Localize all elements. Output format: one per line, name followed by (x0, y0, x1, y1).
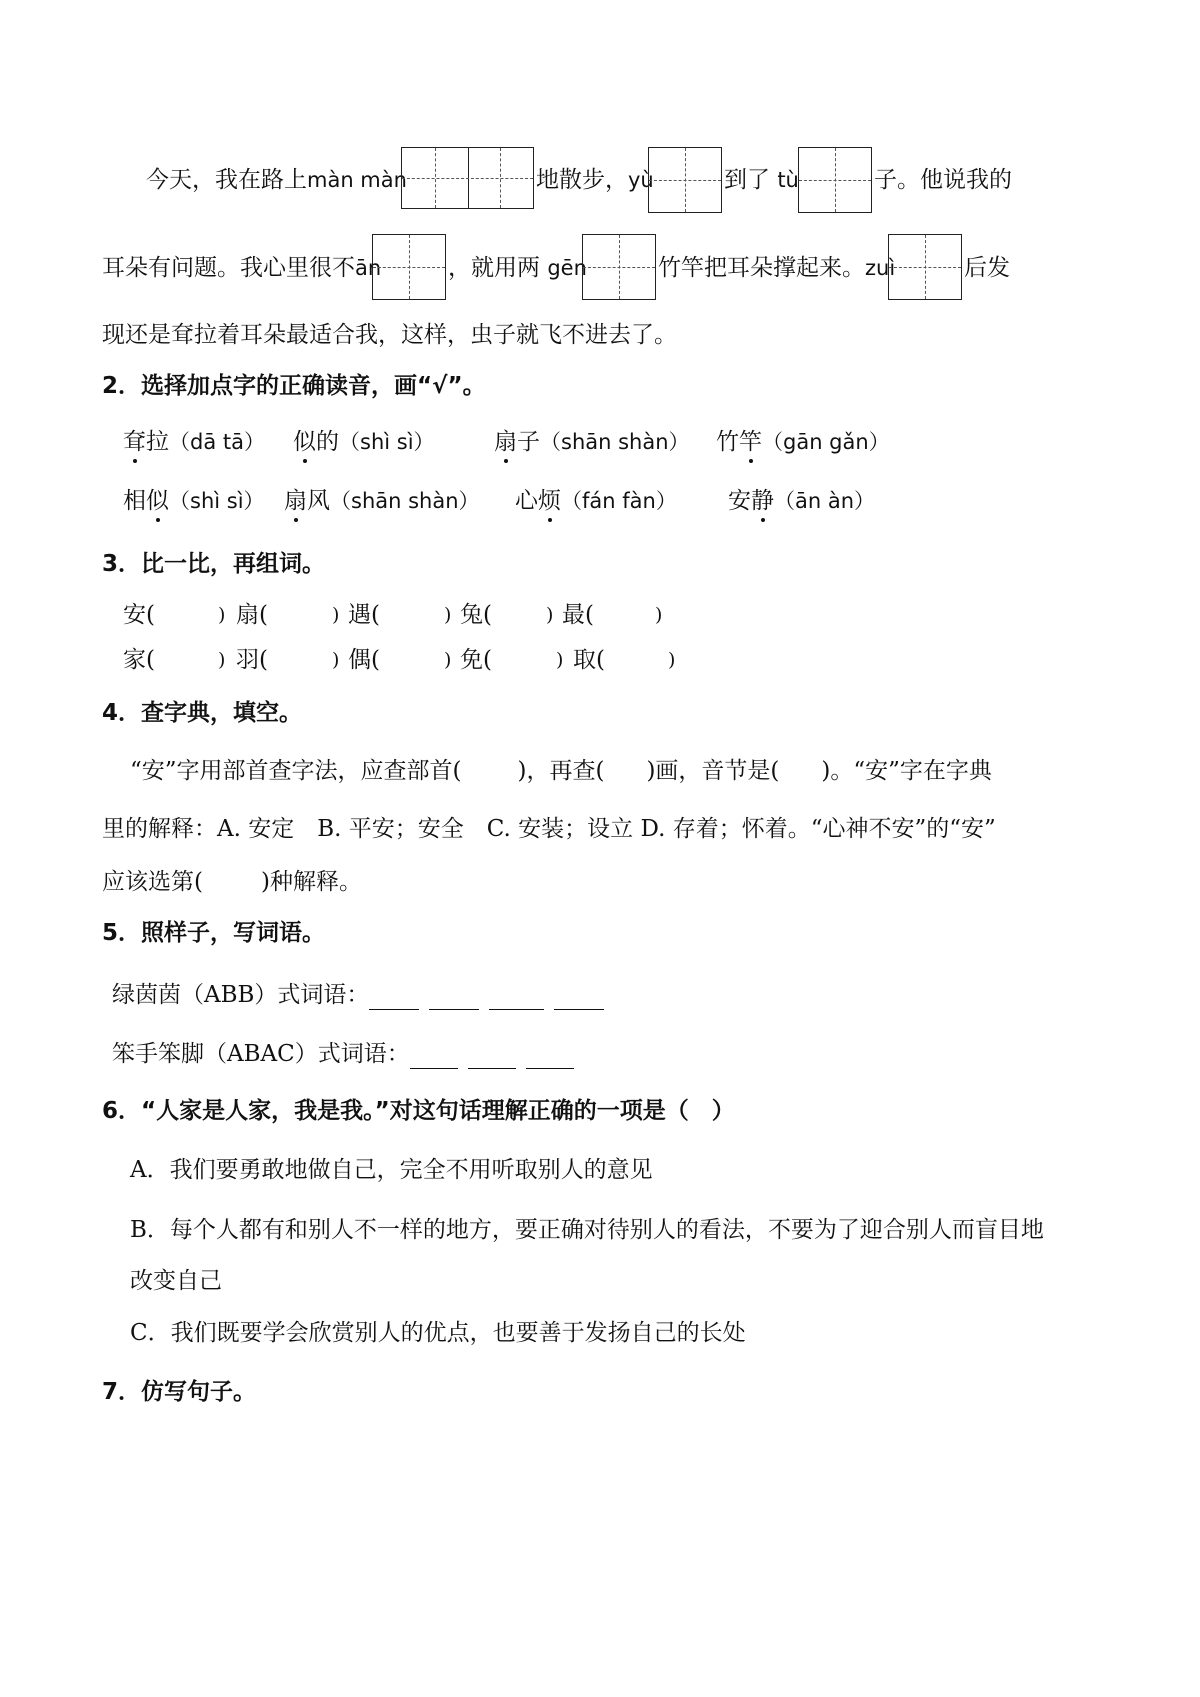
pinyin-options[interactable]: （shì sì） (169, 489, 265, 513)
q4-text: “安”字用部首查字法，应查部首( (130, 758, 462, 784)
answer-blank[interactable] (468, 1048, 516, 1069)
closing-paren: ) (546, 604, 554, 626)
q7-heading: 7．仿写句子。 (102, 1379, 257, 1405)
passage-line-1c (724, 165, 799, 195)
char-with-paren: 最( (562, 602, 594, 628)
pinyin-zui: zuì (865, 256, 896, 280)
dotted-char: 似 (146, 488, 169, 514)
pinyin-manman: màn màn (307, 168, 407, 192)
pronunciation-item[interactable] (728, 486, 875, 516)
tianzige-box-zui[interactable] (888, 234, 962, 300)
dotted-char: 扇 (284, 488, 307, 514)
dotted-char: 静 (751, 488, 774, 514)
grid-line (500, 148, 501, 208)
pronunciation-item[interactable] (716, 427, 890, 457)
pinyin-options[interactable]: （gān gǎn） (762, 430, 890, 454)
closing-paren: ) (668, 649, 676, 671)
pinyin-options[interactable]: （dā tā） (169, 430, 265, 454)
q5-line-1 (112, 980, 604, 1010)
grid-line (799, 180, 871, 181)
char-with-paren: 免( (460, 647, 492, 673)
tianzige-box-tu[interactable] (798, 147, 872, 213)
tianzige-box-yu[interactable] (648, 147, 722, 213)
q4-text: )。“安”字在字典 (821, 758, 992, 784)
q6-heading: 6．“人家是人家，我是我。”对这句话理解正确的一项是（ ） (102, 1098, 735, 1124)
char-with-paren: 偶( (348, 647, 380, 673)
grid-line (373, 267, 445, 268)
q6-option-b-line-1[interactable]: B．每个人都有和别人不一样的地方，要正确对待别人的看法，不要为了迎合别人而盲目地 (130, 1217, 1044, 1243)
q4-text: )画，音节是( (646, 758, 780, 784)
pronunciation-item[interactable] (123, 486, 265, 516)
word-char: 拉 (146, 429, 169, 455)
word-char: 的 (316, 429, 339, 455)
char-with-paren: 家( (123, 647, 155, 673)
passage-line-3: 现还是耷拉着耳朵最适合我，这样，虫子就飞不进去了。 (102, 322, 677, 348)
passage-line-2c (658, 253, 895, 283)
q4-line-1 (130, 756, 992, 786)
q5-heading: 5．照样子，写词语。 (102, 920, 326, 946)
answer-blank[interactable] (554, 989, 604, 1010)
dotted-char: 烦 (538, 488, 561, 514)
answer-blank[interactable] (526, 1048, 574, 1069)
char-with-paren: 取( (573, 647, 605, 673)
passage-line-1d: 子。他说我的 (874, 167, 1012, 193)
grid-line (649, 180, 721, 181)
dotted-char: 竿 (739, 429, 762, 455)
pinyin-options[interactable]: （shì sì） (339, 430, 435, 454)
pinyin-options[interactable]: （fán fàn） (561, 489, 677, 513)
word-char: 子 (517, 429, 540, 455)
word-char: 相 (123, 488, 146, 514)
dotted-char: 似 (293, 429, 316, 455)
closing-paren: ) (332, 649, 340, 671)
tianzige-box-manman[interactable] (401, 147, 534, 209)
closing-paren: ) (332, 604, 340, 626)
q6-option-b-line-2[interactable]: 改变自己 (130, 1268, 222, 1294)
word-char: 安 (728, 488, 751, 514)
pronunciation-item[interactable] (284, 486, 480, 516)
passage-text: 到了 (724, 167, 770, 193)
pinyin-options[interactable]: （ān àn） (774, 489, 876, 513)
q4-text: )种解释。 (260, 869, 362, 895)
pinyin-options[interactable]: （shān shàn） (330, 489, 480, 513)
q4-line-2: 里的解释：A. 安定 B. 平安；安全 C. 安装；设立 D. 存着；怀着。“心神不安”的“安” (102, 816, 996, 842)
pinyin-yu: yù (628, 168, 654, 192)
tianzige-box-gen[interactable] (582, 234, 656, 300)
dotted-char: 耷 (123, 429, 146, 455)
closing-paren: ) (444, 604, 452, 626)
q5-label: 笨手笨脚（ABAC）式词语： (112, 1041, 410, 1067)
grid-line (435, 148, 436, 208)
dotted-char: 扇 (494, 429, 517, 455)
q5-line-2 (112, 1039, 574, 1069)
passage-text: 今天，我在路上 (146, 167, 307, 193)
pinyin-an: ān (355, 256, 382, 280)
pinyin-gen: gēn (547, 256, 587, 280)
passage-line-2 (102, 253, 381, 283)
q4-text: )，再查( (517, 758, 605, 784)
q6-option-c[interactable]: C．我们既要学会欣赏别人的优点，也要善于发扬自己的长处 (130, 1320, 746, 1346)
tianzige-box-an[interactable] (372, 234, 446, 300)
passage-text: 竹竿把耳朵撑起来。 (658, 255, 865, 281)
char-with-paren: 扇( (236, 602, 268, 628)
char-with-paren: 遇( (348, 602, 380, 628)
pronunciation-item[interactable] (494, 427, 690, 457)
grid-line (583, 267, 655, 268)
q2-heading: 2．选择加点字的正确读音，画“√”。 (102, 373, 486, 399)
passage-line-2d: 后发 (964, 255, 1010, 281)
word-char: 竹 (716, 429, 739, 455)
q3-heading: 3．比一比，再组词。 (102, 551, 326, 577)
char-with-paren: 兔( (460, 602, 492, 628)
answer-blank[interactable] (369, 989, 419, 1010)
word-char: 心 (515, 488, 538, 514)
closing-paren: ) (655, 604, 663, 626)
closing-paren: ) (218, 604, 226, 626)
closing-paren: ) (556, 649, 564, 671)
pinyin-tu: tù (777, 168, 799, 192)
pronunciation-item[interactable] (515, 486, 677, 516)
grid-line (402, 178, 533, 179)
passage-line-2b (448, 253, 587, 283)
word-char: 风 (307, 488, 330, 514)
closing-paren: ) (444, 649, 452, 671)
char-with-paren: 羽( (236, 647, 268, 673)
q4-text: 应该选第( (102, 869, 203, 895)
pronunciation-item[interactable] (123, 427, 265, 457)
char-with-paren: 安( (123, 602, 155, 628)
q5-label: 绿茵茵（ABB）式词语： (112, 982, 370, 1008)
q6-option-a[interactable]: A．我们要勇敢地做自己，完全不用听取别人的意见 (130, 1157, 653, 1183)
passage-text: 地散步， (536, 167, 628, 193)
passage-line-1b (536, 165, 654, 195)
pronunciation-item[interactable] (293, 427, 435, 457)
q4-heading: 4．查字典，填空。 (102, 700, 303, 726)
answer-blank[interactable] (410, 1048, 458, 1069)
answer-blank[interactable] (489, 989, 544, 1010)
q4-line-3 (102, 867, 362, 897)
passage-text: ，就用两 (448, 255, 540, 281)
grid-line (889, 267, 961, 268)
closing-paren: ) (218, 649, 226, 671)
answer-blank[interactable] (429, 989, 479, 1010)
passage-line-1 (146, 165, 407, 195)
passage-text: 耳朵有问题。我心里很不 (102, 255, 355, 281)
pinyin-options[interactable]: （shān shàn） (540, 430, 690, 454)
